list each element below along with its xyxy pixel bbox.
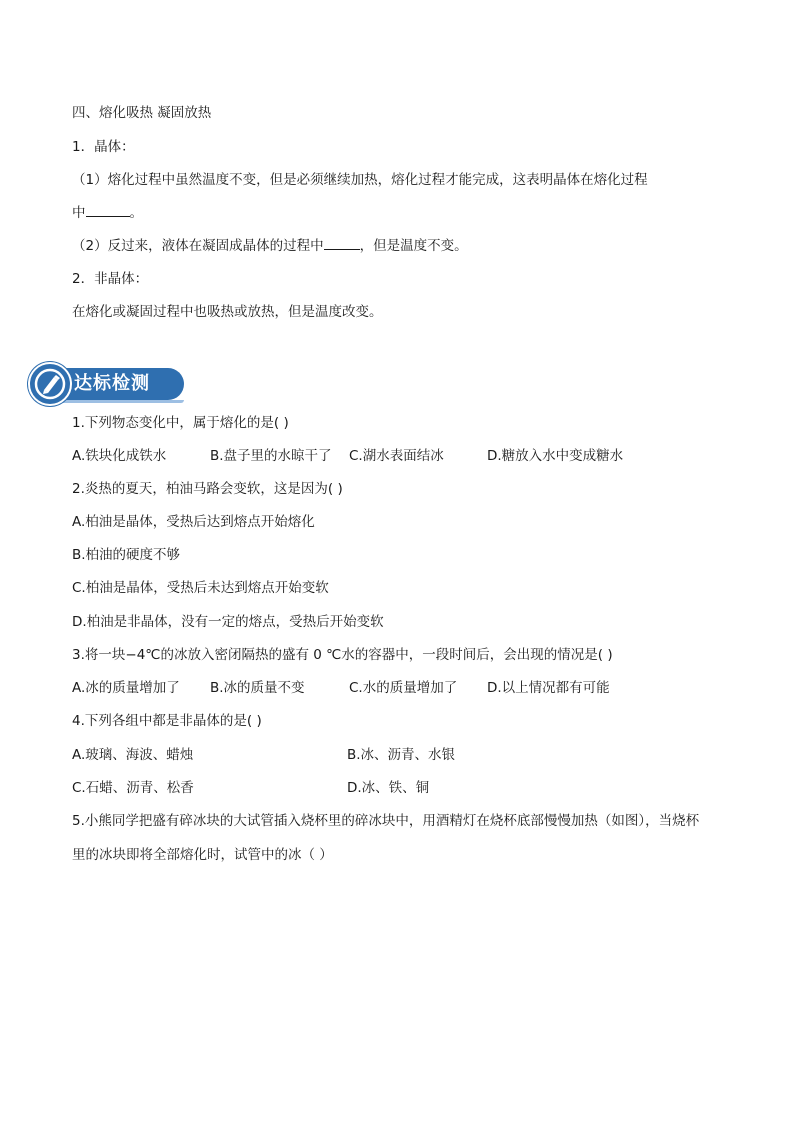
q2-option-b[interactable]: B.柏油的硬度不够 bbox=[72, 547, 181, 563]
q1-option-c[interactable]: C.湖水表面结冰 bbox=[349, 448, 444, 464]
section-heading: 四、熔化吸热 凝固放热 bbox=[72, 105, 212, 121]
q4-option-c[interactable]: C.石蜡、沥青、松香 bbox=[72, 780, 194, 796]
q3-option-a[interactable]: A.冰的质量增加了 bbox=[72, 680, 180, 696]
pencil-icon bbox=[28, 362, 72, 406]
q2-option-c[interactable]: C.柏油是晶体，受热后未达到熔点开始变软 bbox=[72, 580, 329, 596]
question-3-stem: 3.将一块−4℃的冰放入密闭隔热的盛有 0 ℃水的容器中，一段时间后，会出现的情况是( ) bbox=[72, 647, 613, 663]
text-prefix: 中 bbox=[72, 205, 86, 221]
q1-option-d[interactable]: D.糖放入水中变成糖水 bbox=[487, 448, 624, 464]
q4-option-b[interactable]: B.冰、沥青、水银 bbox=[347, 747, 456, 763]
q2-option-d[interactable]: D.柏油是非晶体，没有一定的熔点，受热后开始变软 bbox=[72, 614, 384, 630]
q4-option-a[interactable]: A.玻璃、海波、蜡烛 bbox=[72, 747, 194, 763]
q2-option-a[interactable]: A.柏油是晶体，受热后达到熔点开始熔化 bbox=[72, 514, 315, 530]
crystal-paragraph-1: （1）熔化过程中虽然温度不变，但是必须继续加热，熔化过程才能完成，这表明晶体在熔化过程 bbox=[72, 172, 648, 188]
text-suffix: ，但是温度不变。 bbox=[359, 238, 468, 254]
q3-option-c[interactable]: C.水的质量增加了 bbox=[349, 680, 458, 696]
question-4-stem: 4.下列各组中都是非晶体的是( ) bbox=[72, 713, 262, 729]
q3-option-d[interactable]: D.以上情况都有可能 bbox=[487, 680, 610, 696]
q1-option-b[interactable]: B.盘子里的水晾干了 bbox=[210, 448, 332, 464]
answer-blank[interactable] bbox=[324, 237, 360, 250]
q4-option-d[interactable]: D.冰、铁、铜 bbox=[347, 780, 430, 796]
answer-blank[interactable] bbox=[86, 204, 130, 217]
question-5-stem-line-1: 5.小熊同学把盛有碎冰块的大试管插入烧杯里的碎冰块中，用酒精灯在烧杯底部慢慢加热（如图），当烧杯 bbox=[72, 813, 700, 829]
crystal-title: 1．晶体： bbox=[72, 139, 135, 155]
q1-option-a[interactable]: A.铁块化成铁水 bbox=[72, 448, 167, 464]
text-prefix: （2）反过来，液体在凝固成晶体的过程中 bbox=[72, 238, 324, 254]
noncrystal-text: 在熔化或凝固过程中也吸热或放热，但是温度改变。 bbox=[72, 304, 383, 320]
banner-title: 达标检测 bbox=[74, 373, 150, 394]
section-banner bbox=[28, 362, 184, 404]
crystal-paragraph-1-cont bbox=[72, 204, 143, 222]
question-5-stem-line-2: 里的冰块即将全部熔化时，试管中的冰（ ） bbox=[72, 847, 333, 863]
question-1-stem: 1.下列物态变化中，属于熔化的是( ) bbox=[72, 415, 289, 431]
question-2-stem: 2.炎热的夏天，柏油马路会变软，这是因为( ) bbox=[72, 481, 343, 497]
crystal-paragraph-2 bbox=[72, 237, 468, 255]
text-suffix: 。 bbox=[129, 205, 143, 221]
noncrystal-title: 2．非晶体： bbox=[72, 271, 149, 287]
q3-option-b[interactable]: B.冰的质量不变 bbox=[210, 680, 305, 696]
